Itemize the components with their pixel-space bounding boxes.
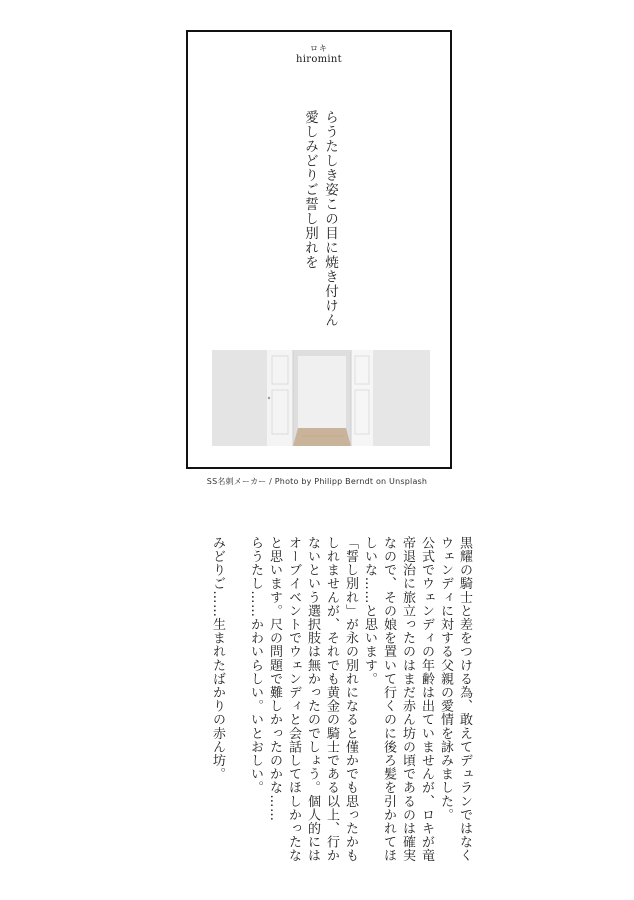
tanka-poem [300, 110, 340, 350]
commentary-text [189, 536, 474, 863]
commentary-line: と思います。尺の問題で難しかったのかな…… [267, 536, 282, 822]
commentary-line: 公式でウェンディの年齢は出ていませんが、ロキが竜 [419, 536, 434, 863]
image-credit-caption: SS名刺メーカー / Photo by Philipp Berndt on Unsplash [206, 477, 428, 486]
room-photo [212, 350, 430, 446]
commentary-line: なので、その娘を置いて行くのに後ろ髪を引かれてほ [381, 536, 396, 863]
poem-line-1: らうたしき姿この目に焼き付けん [322, 110, 338, 328]
author-block [188, 44, 450, 67]
author-handle: hiromint [296, 54, 342, 65]
commentary-line: 黒耀の騎士と差をつける為、敢えてデュランではなく [457, 536, 472, 863]
poem-line-2: 愛しみどりご誓し別れを [302, 110, 318, 270]
commentary-line: 「誓し別れ」が永の別れになると僅かでも思ったかも [343, 536, 358, 863]
meishi-card [186, 30, 452, 469]
author-name: ロキ [310, 44, 328, 53]
commentary-line: ウェンディに対する父親の愛情を詠みました。 [438, 536, 453, 822]
commentary-line: オーブイベントでウェンディと会話してほしかったな [286, 536, 301, 863]
commentary-line: しれませんが、それでも黄金の騎士である以上、行か [324, 536, 339, 863]
commentary-line: しいな……と思います。 [362, 536, 377, 686]
definition-line: らうたし……かわいらしい。いとおしい。 [248, 536, 263, 795]
definition-line: みどりご……生まれたばかりの赤ん坊。 [210, 536, 225, 781]
room-photo-image [212, 350, 430, 446]
commentary-line: 帝退治に旅立ったのはまだ赤ん坊の頃であるのは確実 [400, 536, 415, 863]
commentary-line: ないという選択肢は無かったのでしょう。個人的には [305, 536, 320, 863]
